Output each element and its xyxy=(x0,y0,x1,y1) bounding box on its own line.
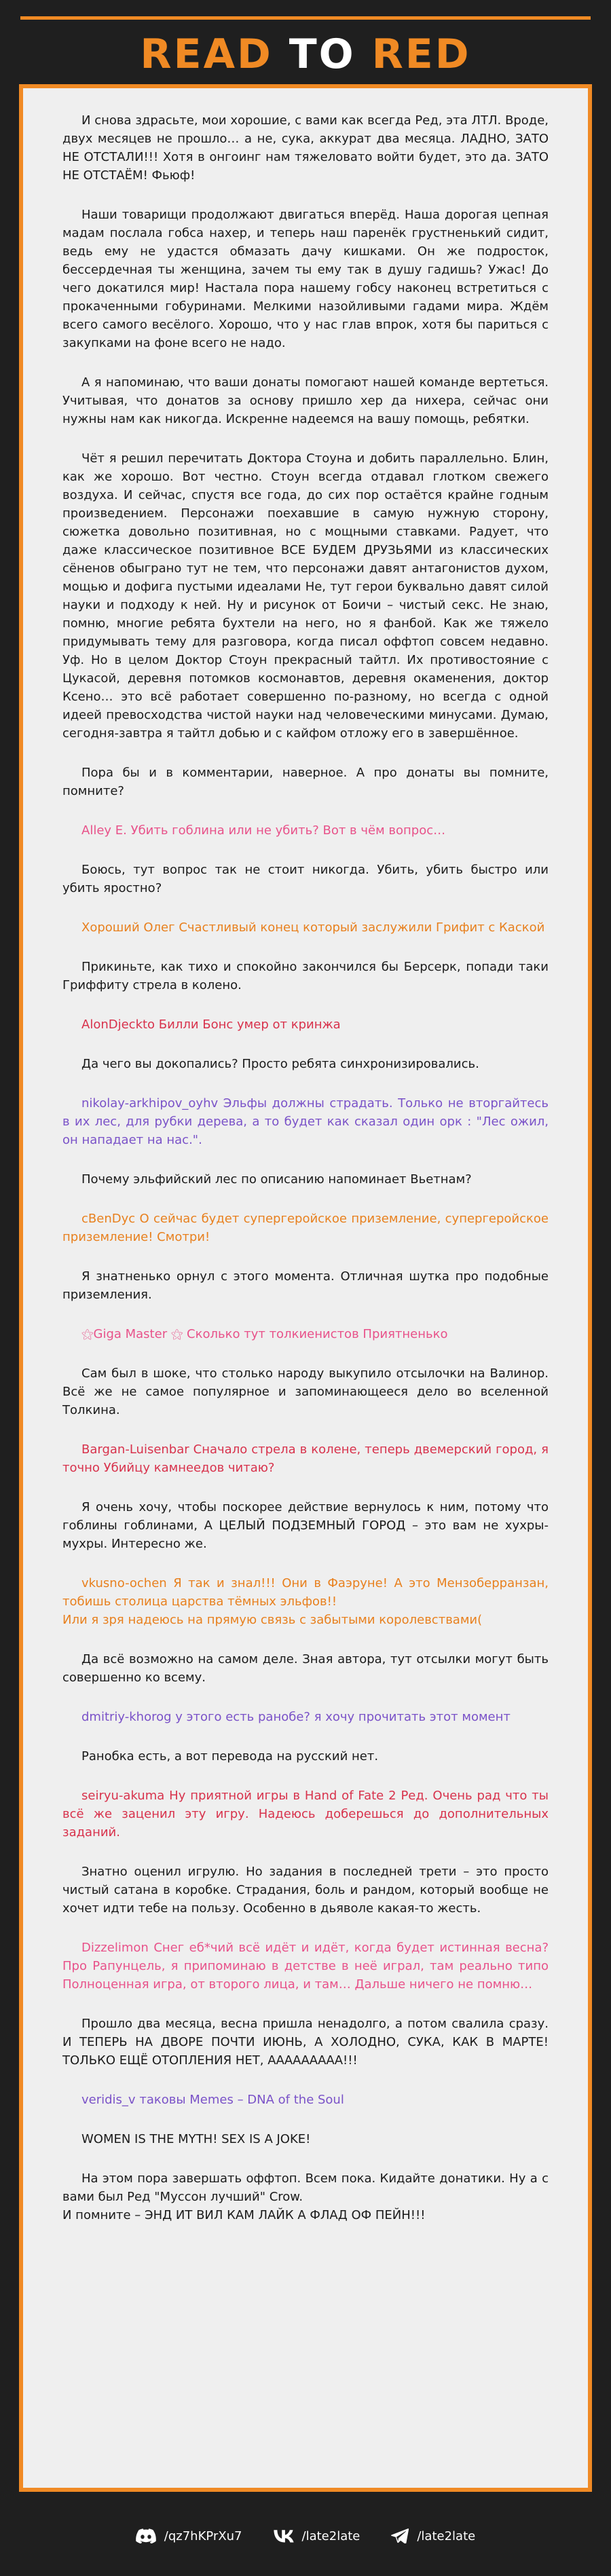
quoted-comment xyxy=(62,1440,549,1477)
reply-paragraph: Ранобка есть, а вот перевода на русский нет. xyxy=(81,1749,379,1763)
closing-paragraph: На этом пора завершать оффтоп. Всем пока. Кидайте донатики. Ну а с вами был Ред "Муссон лучший" Crow. И помните – ЭНД ИТ ВИЛ КАМ ЛАЙК А ФЛАД ОФ ПЕЙН!!! xyxy=(62,2171,549,2222)
paragraph: Чёт я решил перечитать Доктора Стоуна и добить параллельно. Блин, как же хорошо. Вот честно. Стоун всегда отдавал глотком свежего воздуха. И сейчас, спустя все года, до сих пор остаётся крайне годным произведением. Персонажи поехавшие в самую нужную сторону, сюжетка довольно позитивная, но с мощными ставками. Радует, что даже классическое позитивное ВСЕ БУДЕМ ДРУЗЬЯМИ из классических сёненов обыграно тут не тем, что персонажи давят антагонистов духом, мощью и дофига пустыми идеалами Не, тут герои буквально давят силой науки и подходу к ней. Ну и рисунок от Боичи – чистый секс. Не знаю, помню, многие ребята бухтели на него, но я фанбой. Как же тяжело придумывать тему для разговора, когда писал оффтоп совсем недавно. Уф. Но в целом Доктор Стоун прекрасный тайтл. Их противостояние с Цукасой, деревня потомков космонавтов, деревня окаменения, доктор Ксено… это всё работает совершенно по-разному, но всегда с одной идеей превосходства чистой науки над человеческими минусами. Думаю, сегодня-завтра я тайтл добью и с кайфом отложу его в завершённое. xyxy=(62,451,549,741)
reply-paragraph: Знатно оценил игрулю. Но задания в последней трети – это просто чистый сатана в коробке. Страдания, боль и рандом, который вообще не хочет идти тебе на пользу. Особенно в дьяволе какая-то жесть. xyxy=(62,1865,549,1916)
quoted-comment xyxy=(62,918,549,937)
comment-text: Убить гоблина или не убить? Вот в чём вопрос… xyxy=(130,823,446,838)
comment-username: dmitriy-khorog xyxy=(81,1710,172,1724)
comment-username: Хороший Олег xyxy=(81,920,175,935)
reply-paragraph: Прикиньте, как тихо и спокойно закончился бы Берсерк, попади таки Гриффиту стрела в колено. xyxy=(62,960,549,992)
telegram-handle: /late2late xyxy=(417,2528,476,2543)
paragraph: А я напоминаю, что ваши донаты помогают нашей команде вертеться. Учитывая, что донатов за основу пришло хер да нихера, сейчас они нужны нам как никогда. Искренне надеемся на вашу помощь, ребятки. xyxy=(62,375,549,426)
comment-text: Билли Бонс умер от кринжа xyxy=(158,1018,341,1032)
comment-text: О сейчас будет супергеройское приземление, супергеройское приземление! Смотри! xyxy=(62,1212,549,1244)
comment-username: AlonDjeckto xyxy=(81,1018,155,1032)
article-content xyxy=(23,88,588,2224)
comment-text: Я так и знал!!! Они в Фаэруне! А это Мензоберранзан, тобишь столица царства тёмных эльфов!! Или я зря надеюсь на прямую связь с забытыми королевствами( xyxy=(62,1576,549,1627)
reply-paragraph: Боюсь, тут вопрос так не стоит никогда. Убить, убить быстро или убить яростно? xyxy=(62,863,549,895)
reply-paragraph: WOMEN IS THE MYTH! SEX IS A JOKE! xyxy=(81,2132,311,2146)
reply-paragraph: Я знатненько орнул с этого момента. Отличная шутка про подобные приземления. xyxy=(62,1269,549,1302)
comment-username: nikolay-arkhipov_oyhv xyxy=(81,1096,219,1110)
comment-username: Bargan-Luisenbar xyxy=(81,1442,189,1457)
logo-word-read: READ xyxy=(140,31,273,78)
comment-text: Сначало стрела в колене, теперь двемерский город, я точно Убийцу камнеедов читаю? xyxy=(62,1442,549,1475)
vk-handle: /late2late xyxy=(301,2528,360,2543)
quoted-comment xyxy=(62,1574,549,1629)
quoted-comment xyxy=(62,1015,549,1034)
reply-paragraph: Да всё возможно на самом деле. Зная автора, тут отсылки могут быть совершенно ко всему. xyxy=(62,1652,549,1685)
telegram-icon xyxy=(391,2528,409,2543)
paragraph: Пора бы и в комментарии, наверное. А про донаты вы помните, помните? xyxy=(62,766,549,798)
paragraph: Наши товарищи продолжают двигаться вперёд. Наша дорогая цепная мадам послала гобса нахер, и теперь наш паренёк грустненький сидит, ведь ему не удастся обмазать дачу кишками. Он же подросток, бессердечная ты женщина, зачем ты ему так в душу гадишь? Ужас! До чего докатился мир! Настала пора нашему гобсу наконец встретиться с прокаченными гобуринами. Мелкими назойливыми гадами мира. Ждём всего самого весёлого. Хорошо, что у нас глав впрок, хотя бы париться с закупками на фоне всего не надо. xyxy=(62,208,549,350)
comment-text: у этого есть ранобе? я хочу прочитать этот момент xyxy=(175,1710,511,1724)
comment-username: Dizzelimon xyxy=(81,1941,149,1955)
comment-text: Эльфы должны страдать. Только не вторгайтесь в их лес, для рубки дерева, а то будет как сказал один орк : "Лес ожил, он нападает на нас.". xyxy=(62,1096,549,1147)
quoted-comment xyxy=(62,821,549,840)
comment-text: Ну приятной игры в Hand of Fate 2 Ред. Очень рад что ты всё же заценил эту игру. Надеюсь доберешься до дополнительных заданий. xyxy=(62,1789,549,1840)
vk-link[interactable] xyxy=(274,2529,360,2543)
comment-username: Alley E. xyxy=(81,823,127,838)
comment-text: таковы Memes – DNA of the Soul xyxy=(139,2093,344,2107)
comment-username: vkusno-ochen xyxy=(81,1576,167,1590)
quoted-comment xyxy=(62,1787,549,1842)
reply-paragraph: Почему эльфийский лес по описанию напоминает Вьетнам? xyxy=(81,1172,472,1187)
comment-username: ⚝Giga Master ⚝ xyxy=(81,1327,183,1341)
site-logo[interactable] xyxy=(0,27,611,81)
telegram-link[interactable] xyxy=(391,2528,475,2543)
logo-word-red: RED xyxy=(371,31,471,78)
quoted-comment xyxy=(62,2091,549,2109)
logo-word-to: TO xyxy=(289,31,356,78)
quoted-comment xyxy=(62,1708,549,1726)
reply-paragraph: Я очень хочу, чтобы поскорее действие вернулось к ним, потому что гоблины гоблинами, А ЦЕЛЫЙ ПОДЗЕМНЫЙ ГОРОД – это вам не хухры-мухры. Интересно же. xyxy=(62,1500,549,1551)
vk-icon xyxy=(274,2529,294,2543)
paragraph: И снова здрасьте, мои хорошие, с вами как всегда Ред, эта ЛТЛ. Вроде, двух месяцев не прошло… а не, сука, аккурат два месяца. ЛАДНО, ЗАТО НЕ ОТСТАЛИ!!! Хотя в онгоинг нам тяжеловато войти будет, это да. ЗАТО НЕ ОТСТАЁМ! Фьюф! xyxy=(62,113,549,183)
comment-username: cBenDyc xyxy=(81,1212,136,1226)
comment-text: Снег еб*чий всё идёт и идёт, когда будет истинная весна? Про Рапунцель, я припоминаю в детстве в неё играл, там реально типо Полноценная игра, от второго лица, и там… Дальше ничего не помню… xyxy=(62,1941,549,1992)
quoted-comment xyxy=(62,1210,549,1246)
top-divider xyxy=(20,16,591,20)
reply-paragraph: Сам был в шоке, что столько народу выкупило отсылочки на Валинор. Всё же не самое популярное и запоминающееся дело во вселенной Толкина. xyxy=(62,1366,549,1417)
discord-link[interactable] xyxy=(136,2528,242,2543)
comment-text: Счастливый конец который заслужили Грифит с Каской xyxy=(179,920,545,935)
article-frame xyxy=(19,84,592,2492)
discord-icon xyxy=(136,2528,156,2543)
comment-username: veridis_v xyxy=(81,2093,136,2107)
reply-paragraph: Да чего вы докопались? Просто ребята синхронизировались. xyxy=(81,1057,479,1071)
discord-handle: /qz7hKPrXu7 xyxy=(164,2528,242,2543)
quoted-comment xyxy=(62,1094,549,1149)
social-footer xyxy=(0,2522,611,2550)
quoted-comment xyxy=(62,1325,549,1343)
comment-text: Сколько тут толкиенистов Приятненько xyxy=(187,1327,448,1341)
quoted-comment xyxy=(62,1939,549,1994)
comment-username: seiryu-akuma xyxy=(81,1789,165,1803)
reply-paragraph: Прошло два месяца, весна пришла ненадолго, а потом свалила сразу. И ТЕПЕРЬ НА ДВОРЕ ПОЧТИ ИЮНЬ, А ХОЛОДНО, СУКА, КАК В МАРТЕ! ТОЛЬКО ЕЩЁ ОТОПЛЕНИЯ НЕТ, ААААААААА!!! xyxy=(62,2017,549,2068)
